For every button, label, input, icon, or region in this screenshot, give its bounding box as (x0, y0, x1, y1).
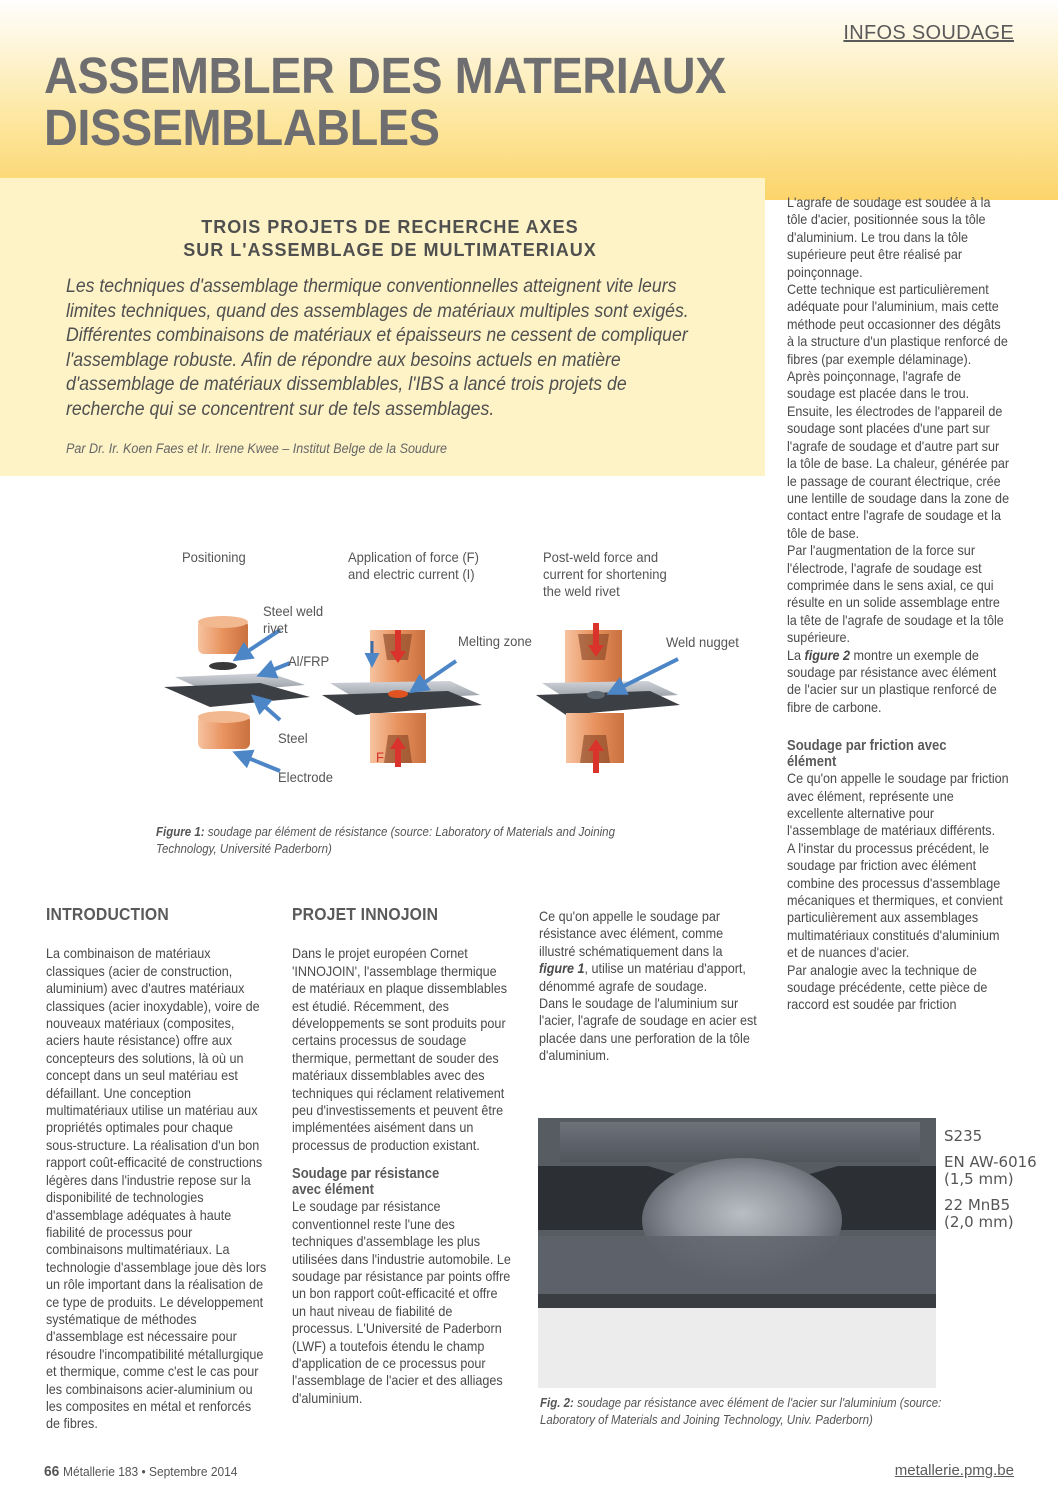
column-3 (539, 908, 760, 1065)
column-innojoin (292, 906, 513, 1407)
subheading-friction: Soudage par friction avec élément (787, 738, 947, 771)
introduction-text: La combinaison de matériaux classiques (acier de construction, aluminium) avec d'autres matériaux classiques (acier inoxydable), voire de nouveaux matériaux (composites, aciers haute résistance) offre aux concepteurs des solutions, là où un concept dans un seul matériau est défaillant. Une conception multimatériaux utilise un matériau aux propriétés optimales pour chaque sous-structure. La réalisation d'un bon rapport coût-efficacité de constructions légères dans l'industrie repose sur la disponibilité de technologies d'assemblage adéquates à haute fiabilité de processus pour combinaisons multimatériaux. La technologie d'assemblage joue dès lors un rôle important dans la réalisation de ce type de produits. Le développement systématique de méthodes d'assemblage est nécessaire pour résoudre l'incompatibilité métallurgique et thermique, comme c'est le cas pour les combinaisons acier-aluminium ou les composites en métal et renforcés de fibres. (46, 945, 267, 1432)
col4-p1: L'agrafe de soudage est soudée à la tôle d'acier, positionnée sous la tôle d'aluminium. Le trou dans la tôle supérieure peut être réalisé par poinçonnage. (787, 194, 991, 280)
col4-p4: Par l'augmentation de la force sur l'électrode, l'agrafe de soudage est comprimée dans le sens axial, ce qui résulte en un solide assemblage entre la tête de l'agrafe de soudage et la tôle supérieure. (787, 542, 1004, 646)
label-force: F (376, 749, 384, 765)
col4-p6: Ce qu'on appelle le soudage par friction avec élément, représente une excellente alternative pour l'assemblage de matériaux différents. (787, 770, 1009, 839)
subheading-resistance: Soudage par résistance avec élément (292, 1166, 440, 1199)
steel-plate (164, 683, 310, 707)
label-melting-zone: Melting zone (458, 633, 532, 649)
melting-zone (388, 690, 408, 698)
col4-p5 (787, 647, 1010, 717)
label-en-aw: EN AW-6016 (944, 1153, 1037, 1171)
figure-2-caption (540, 1395, 959, 1429)
subtitle-line1: TROIS PROJETS DE RECHERCHE AXES (201, 217, 579, 237)
col3-paragraph-2: Dans le soudage de l'aluminium sur l'acier, l'agrafe de soudage en acier est placée dans une perforation de la tôle d'aluminium. (539, 995, 757, 1064)
label-en-aw-thickness: (1,5 mm) (944, 1170, 1014, 1188)
figure-2-photo (538, 1118, 936, 1388)
col4-p5-b: montre un exemple de soudage par résistance avec élément de l'acier sur un plastique renforcé de fibre de carbone. (787, 646, 997, 715)
stage-application (322, 630, 482, 767)
section-label[interactable]: INFOS SOUDAGE (843, 22, 1014, 44)
base-sheet (538, 1236, 936, 1294)
photo-bottom-mount (538, 1308, 936, 1388)
figure-1-ref[interactable]: figure 1 (539, 960, 585, 977)
figure-1-caption-text: soudage par élément de résistance (source: Laboratory of Materials and Joining Technology, Université Paderborn) (156, 825, 615, 856)
figure-2-caption-text: soudage par résistance avec élément de l'acier sur l'aluminium (source: Laboratory of Materials and Joining Technology, Univ. Paderborn) (540, 1396, 942, 1427)
label-22mnb5: 22 MnB5 (944, 1196, 1011, 1214)
label-al-frp: Al/FRP (288, 653, 330, 669)
website-link[interactable]: metallerie.pmg.be (894, 1462, 1014, 1479)
col4-p3: Après poinçonnage, l'agrafe de soudage est placée dans le trou. Ensuite, les électrodes de l'appareil de soudage sont placées d'une part sur l'agrafe de soudage et d'autre part sur la tôle de base. La chaleur, générée par le passage de courant électrique, crée une lentille de soudage dans la zone de contact entre l'agrafe de soudage et la tôle de base. (787, 368, 1010, 541)
col4-p5-a: La (787, 646, 805, 663)
top-sheet (560, 1122, 920, 1162)
figure-1 (150, 535, 770, 825)
base-lower (538, 1294, 936, 1308)
label-steel-weld-rivet: Steel weld rivet (263, 603, 324, 636)
col3-text-a: Ce qu'on appelle le soudage par résistance avec élément, comme illustré schématiquement dans la (539, 908, 724, 959)
subtitle-line2: SUR L'ASSEMBLAGE DE MULTIMATERIAUX (183, 240, 597, 260)
page-title-line1: ASSEMBLER DES MATERIAUX (44, 47, 726, 104)
label-electrode: Electrode (278, 769, 334, 785)
label-weld-nugget: Weld nugget (666, 634, 739, 650)
weld-nugget (587, 691, 605, 699)
electrode-bottom-face (198, 711, 250, 723)
weld-rivet (209, 662, 237, 670)
label-steel: Steel (278, 730, 308, 746)
col4-p8: Par analogie avec la technique de soudage précédente, cette pièce de raccord est soudée par friction (787, 961, 988, 1013)
col3-text-b: , utilise un matériau d'apport, dénommé agrafe de soudage. (539, 960, 746, 994)
figure-2-ref[interactable]: figure 2 (804, 646, 851, 663)
issue-info: Métallerie 183 • Septembre 2014 (63, 1464, 238, 1479)
arrow-alfrp (260, 663, 290, 675)
resistance-text: Le soudage par résistance conventionnel reste l'une des techniques d'assemblage les plus utilisées dans l'industrie automobile. Le soudage par résistance par points offre un bon rapport coût-efficacité et offre un haut niveau de fiabilité de processus. L'Université de Paderborn (LWF) a toutefois étendu le champ d'application de ce processus pour l'assemblage de l'acier et des alliages d'aluminium. (292, 1198, 511, 1406)
arrow-electrode (236, 753, 280, 771)
stage-positioning (164, 616, 310, 771)
innojoin-text: Dans le projet européen Cornet 'INNOJOIN', l'assemblage thermique de matériaux en plaque dissemblables est étudié. Récemment, des développements se sont produits pour certains processus de soudage thermique, permettant de souder des matériaux dissemblables avec des techniques qui réclament relativement peu d'investissements et peuvent être implémentées aisément dans un processus de production existant. (292, 945, 508, 1153)
column-introduction (46, 906, 267, 1433)
page-number: 66 (44, 1463, 60, 1480)
label-application: Application of force (F) and electric current (I) (348, 549, 479, 582)
stage-postweld (536, 623, 680, 773)
macrograph-image (538, 1118, 936, 1388)
col4-p7: A l'instar du processus précédent, le soudage par friction avec élément combine des processus d'assemblage mécaniques et thermiques, et convient particulièrement aux assemblages multimatériaux constitués d'aluminium et de nuances d'acier. (787, 839, 1003, 961)
footer-issue (44, 1463, 237, 1480)
label-positioning: Positioning (182, 549, 246, 565)
byline: Par Dr. Ir. Koen Faes et Ir. Irene Kwee – Institut Belge de la Soudure (66, 441, 448, 456)
label-postweld: Post-weld force and current for shortening the weld rivet (543, 549, 667, 599)
label-s235: S235 (944, 1127, 983, 1145)
lead-paragraph: Les techniques d'assemblage thermique conventionnelles atteignent vite leurs limites techniques, quand des assemblages de matériaux multiples sont exigés. Différentes combinaisons de matériaux et épaisseurs ne cessent de compliquer l'assemblage robuste. Afin de répondre aux besoins actuels en matière d'assemblage de matériaux dissemblables, l'IBS a lancé trois projets de recherche qui se concentrent sur de tels assemblages. (66, 276, 689, 420)
figure-1-caption-label: Figure 1: (156, 825, 205, 839)
figure-2-material-labels (944, 1128, 1037, 1240)
figure-1-caption (156, 824, 616, 858)
page-title (44, 47, 872, 156)
figure-2-caption-label: Fig. 2: (540, 1396, 574, 1410)
heading-innojoin: PROJET INNOJOIN (292, 904, 439, 924)
col3-paragraph-1 (539, 908, 760, 995)
col4-p2: Cette technique est particulièrement adéquate pour l'aluminium, mais cette méthode peut occasionner des dégâts à la structure d'un plastique renforcé de fibres (par exemple délaminage). (787, 281, 1008, 367)
page-title-line2: DISSEMBLABLES (44, 99, 440, 156)
column-4 (787, 194, 1010, 1014)
label-22mnb5-thickness: (2,0 mm) (944, 1213, 1014, 1231)
heading-introduction: INTRODUCTION (46, 904, 169, 924)
article-subtitle (60, 216, 720, 262)
electrode-top-face (198, 616, 248, 628)
